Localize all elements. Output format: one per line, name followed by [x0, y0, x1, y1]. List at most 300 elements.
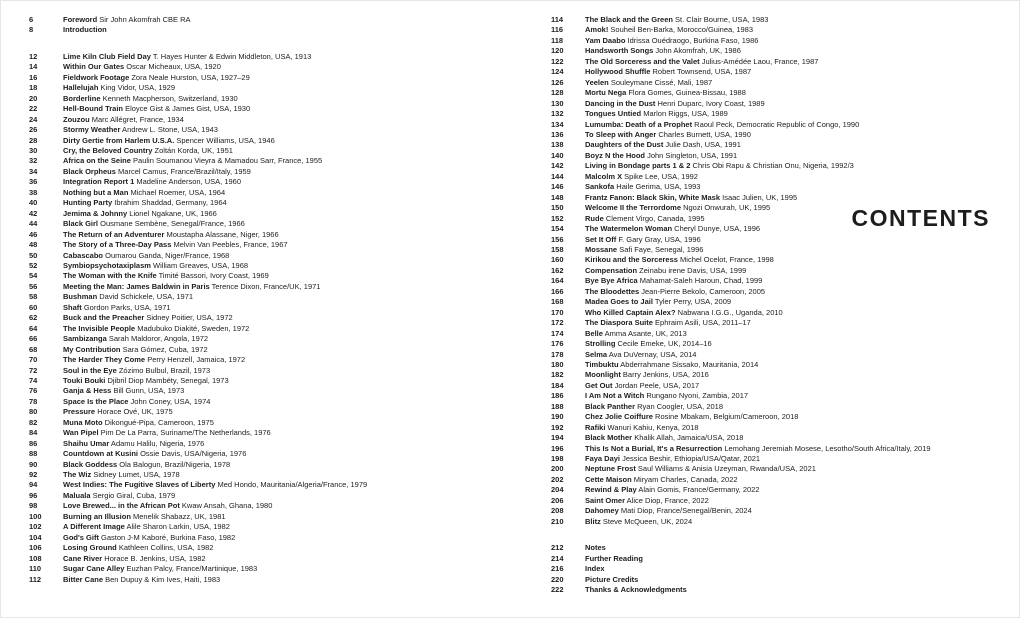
film-title: The Harder They Come	[63, 355, 146, 365]
entry-text	[585, 78, 712, 88]
page-number: 110	[29, 564, 42, 574]
film-credits: Sergio Giral, Cuba, 1979	[90, 490, 176, 500]
film-credits: Alain Gomis, France/Germany, 2022	[636, 485, 760, 495]
entry-text	[585, 585, 687, 595]
page-number: 40	[29, 198, 38, 208]
film-title: Black Mother	[585, 433, 633, 443]
toc-entry	[551, 339, 1017, 349]
entry-text	[63, 428, 271, 438]
page-number: 126	[551, 77, 564, 87]
entry-text	[585, 297, 731, 307]
entry-text	[63, 313, 233, 323]
toc-entry	[551, 454, 1017, 464]
toc-entry	[29, 480, 521, 490]
film-title: Touki Bouki	[63, 375, 106, 385]
page-number: 66	[29, 334, 38, 344]
film-credits: Rosine Mbakam, Belgium/Cameroon, 2018	[652, 412, 799, 422]
page-number: 120	[551, 46, 564, 56]
film-title: Selma	[585, 349, 608, 359]
toc-entry	[29, 386, 521, 396]
toc-entry	[29, 334, 521, 344]
entry-text	[585, 464, 816, 474]
page-number: 82	[29, 417, 38, 427]
toc-group	[29, 52, 521, 585]
page-number: 84	[29, 428, 38, 438]
page-number: 158	[551, 244, 564, 254]
toc-entry	[551, 350, 1017, 360]
toc-entry	[29, 261, 521, 271]
film-title: Nothing but a Man	[63, 187, 129, 197]
film-credits: Ibrahim Shaddad, Germany, 1964	[112, 198, 227, 208]
film-credits: Michel Ocelot, France, 1998	[677, 255, 774, 265]
page-number: 14	[29, 62, 38, 72]
film-title: Sugar Cane Alley	[63, 564, 125, 574]
toc-entry	[551, 585, 1017, 595]
entry-text	[585, 182, 700, 192]
film-credits: Abderrahmane Sissako, Mauritania, 2014	[618, 359, 759, 369]
page-number: 38	[29, 187, 38, 197]
page-number: 114	[551, 15, 564, 24]
film-title: The Story of a Three-Day Pass	[63, 240, 172, 250]
toc-entry	[551, 391, 1017, 401]
toc-group	[551, 15, 1017, 527]
film-title: Muna Moto	[63, 417, 103, 427]
entry-text	[585, 214, 705, 224]
entry-text	[63, 282, 320, 292]
toc-entry	[551, 88, 1017, 98]
entry-text	[63, 230, 279, 240]
entry-text	[63, 543, 213, 553]
film-title: Lime Kiln Club Field Day	[63, 51, 151, 61]
film-title: Losing Ground	[63, 543, 117, 553]
page-number: 138	[551, 140, 564, 150]
film-title: Hunting Party	[63, 198, 113, 208]
entry-text	[63, 62, 221, 72]
page-number: 90	[29, 459, 38, 469]
film-title: Kirikou and the Sorceress	[585, 255, 678, 265]
film-credits: Idrissa Ouédraogo, Burkina Faso, 1986	[625, 35, 759, 45]
toc-entry	[551, 255, 1017, 265]
page-number: 170	[551, 307, 564, 317]
film-credits: Spencer Williams, USA, 1946	[174, 135, 275, 145]
film-credits: Euzhan Palcy, France/Martinique, 1983	[124, 564, 258, 574]
film-credits: Eloyce Gist & James Gist, USA, 1930	[123, 104, 251, 114]
film-title: Daughters of the Dust	[585, 140, 664, 150]
film-credits: Zeinabu irene Davis, USA, 1999	[637, 265, 747, 275]
film-title: Chez Jolie Coiffure	[585, 412, 653, 422]
film-title: Space Is the Place	[63, 396, 129, 406]
page-number: 140	[551, 150, 564, 160]
entry-text	[63, 219, 245, 229]
page-number: 154	[551, 224, 564, 234]
film-title: Handsworth Songs	[585, 46, 654, 56]
page-number: 178	[551, 349, 564, 359]
film-credits: Cecile Emeke, UK, 2014–16	[615, 339, 712, 349]
entry-text	[585, 444, 931, 454]
toc-entry	[29, 512, 521, 522]
page-number: 98	[29, 501, 38, 511]
film-credits: Oumarou Ganda, Niger/France, 1968	[103, 250, 230, 260]
page-number: 184	[551, 380, 564, 390]
toc-entry	[29, 177, 521, 187]
film-credits: Robert Townsend, USA, 1987	[650, 67, 752, 77]
page-number: 100	[29, 511, 42, 521]
page-number: 36	[29, 177, 38, 187]
film-title: A Different Image	[63, 522, 125, 532]
film-credits: David Schickele, USA, 1971	[97, 292, 194, 302]
page-number: 92	[29, 470, 38, 480]
toc-entry	[29, 15, 521, 25]
entry-text	[585, 15, 768, 25]
film-title: Sambizanga	[63, 334, 107, 344]
page-number: 174	[551, 328, 564, 338]
page-number: 32	[29, 156, 38, 166]
entry-text	[585, 161, 854, 171]
toc-column-left	[29, 15, 521, 601]
film-credits: Terence Dixon, France/UK, 1971	[209, 281, 321, 291]
toc-group	[29, 15, 521, 36]
film-title: My Contribution	[63, 344, 121, 354]
film-title: Timbuktu	[585, 359, 619, 369]
entry-text	[63, 554, 206, 564]
toc-entry	[29, 428, 521, 438]
toc-entry	[29, 460, 521, 470]
entry-text	[585, 120, 859, 130]
film-title: Bye Bye Africa	[585, 276, 638, 286]
film-credits: Med Hondo, Mauritania/Algeria/France, 1979	[215, 480, 368, 490]
entry-text	[63, 460, 230, 470]
film-credits: Horace B. Jenkins, USA, 1982	[102, 553, 206, 563]
film-credits: Ava DuVernay, USA, 2014	[607, 349, 697, 359]
page-number: 48	[29, 240, 38, 250]
film-title: I Am Not a Witch	[585, 391, 645, 401]
page-number: 116	[551, 25, 564, 35]
film-credits: Andrew L. Stone, USA, 1943	[120, 125, 218, 135]
entry-text	[63, 418, 214, 428]
film-title: Maluala	[63, 490, 91, 500]
toc-entry	[551, 464, 1017, 474]
film-title: Welcome II the Terrordome	[585, 203, 681, 213]
film-title: Burning an Illusion	[63, 511, 131, 521]
entry-text	[63, 240, 288, 250]
entry-text	[585, 151, 737, 161]
film-credits: Adamu Halilu, Nigeria, 1976	[109, 438, 205, 448]
toc-entry	[551, 412, 1017, 422]
film-title: Mortu Nega	[585, 88, 627, 98]
page-number: 146	[551, 182, 564, 192]
film-credits: Nabwana I.G.G., Uganda, 2010	[675, 307, 783, 317]
toc-entry	[551, 308, 1017, 318]
page-number: 216	[551, 564, 564, 574]
film-title: Madea Goes to Jail	[585, 297, 653, 307]
toc-entry	[551, 78, 1017, 88]
film-title: Africa on the Seine	[63, 156, 131, 166]
film-title: Get Out	[585, 380, 613, 390]
toc-entry	[551, 517, 1017, 527]
film-title: Malcolm X	[585, 171, 623, 181]
film-title: The Invisible People	[63, 323, 136, 333]
toc-entry	[29, 188, 521, 198]
film-credits: Amma Asante, UK, 2013	[602, 328, 687, 338]
page-number: 188	[551, 401, 564, 411]
film-credits: Pim De La Parra, Suriname/The Netherlands, 1976	[98, 428, 271, 438]
film-credits: Horace Ové, UK, 1975	[95, 407, 173, 417]
toc-entry	[551, 46, 1017, 56]
film-credits: Gordon Parks, USA, 1971	[81, 302, 171, 312]
entry-text	[585, 496, 709, 506]
toc-entry	[551, 120, 1017, 130]
toc-entry	[551, 433, 1017, 443]
page-number: 80	[29, 407, 38, 417]
entry-text	[585, 46, 741, 56]
toc-entry	[551, 329, 1017, 339]
toc-entry	[551, 57, 1017, 67]
entry-text	[63, 52, 311, 62]
entry-text	[63, 115, 184, 125]
toc-entry	[29, 167, 521, 177]
page-number: 122	[551, 56, 564, 66]
film-credits: Marcel Camus, France/Brazil/Italy, 1959	[115, 166, 251, 176]
film-credits: Moustapha Alassane, Niger, 1966	[164, 229, 279, 239]
film-title: Boyz N the Hood	[585, 150, 645, 160]
entry-text	[63, 261, 248, 271]
film-credits: Gaston J-M Kaboré, Burkina Faso, 1982	[98, 532, 236, 542]
film-credits: Djibril Diop Mambéty, Senegal, 1973	[105, 375, 229, 385]
page-number: 192	[551, 422, 564, 432]
film-credits: William Greaves, USA, 1968	[150, 260, 249, 270]
toc-entry	[29, 439, 521, 449]
toc-entry	[29, 104, 521, 114]
film-title: Countdown at Kusini	[63, 449, 138, 459]
entry-text	[63, 25, 107, 35]
entry-text	[585, 575, 638, 585]
film-title: Pressure	[63, 407, 96, 417]
film-title: Cane River	[63, 553, 103, 563]
film-title: Living in Bondage parts 1 & 2	[585, 161, 691, 171]
toc-entry	[29, 345, 521, 355]
film-credits: Flora Gomes, Guinea-Bissau, 1988	[626, 88, 746, 98]
toc-entry	[551, 506, 1017, 516]
entry-text	[63, 355, 245, 365]
toc-entry	[551, 182, 1017, 192]
page-number: 42	[29, 208, 38, 218]
toc-entry	[29, 554, 521, 564]
film-title: Ganja & Hess	[63, 386, 112, 396]
toc-entry	[29, 146, 521, 156]
entry-text	[63, 366, 210, 376]
toc-entry	[551, 193, 1017, 203]
entry-text	[63, 449, 246, 459]
film-credits: Henri Duparc, Ivory Coast, 1989	[655, 98, 765, 108]
toc-entry	[551, 318, 1017, 328]
film-credits: Jean-Pierre Bekolo, Cameroon, 2005	[639, 286, 766, 296]
film-credits: Zora Neale Hurston, USA, 1927–29	[129, 72, 250, 82]
toc-entry	[551, 25, 1017, 35]
film-credits: Menelik Shabazz, UK, 1981	[130, 511, 226, 521]
entry-text	[585, 25, 753, 35]
entry-text	[585, 370, 709, 380]
toc-entry	[551, 543, 1017, 553]
toc-entry	[29, 125, 521, 135]
entry-text	[63, 386, 184, 396]
toc-entry	[29, 575, 521, 585]
entry-text	[63, 167, 251, 177]
film-title: Symbiopsychotaxiplasm	[63, 260, 151, 270]
page-number: 20	[29, 93, 38, 103]
toc-entry	[29, 397, 521, 407]
toc-entry	[551, 161, 1017, 171]
page-number: 52	[29, 260, 38, 270]
film-title: Hallelujah	[63, 83, 99, 93]
film-credits: Julius-Amédée Laou, France, 1987	[699, 56, 819, 66]
page-number: 162	[551, 265, 564, 275]
film-credits: Ossie Davis, USA/Nigeria, 1976	[138, 449, 247, 459]
film-title: Jemima & Johnny	[63, 208, 128, 218]
entry-text	[63, 94, 238, 104]
film-title: Black Girl	[63, 219, 99, 229]
film-title: Love Brewed... in the African Pot	[63, 501, 180, 511]
film-title: Rewind & Play	[585, 485, 637, 495]
film-credits: Sidney Lumet, USA, 1978	[91, 470, 180, 480]
toc-entry	[29, 25, 521, 35]
film-title: Neptune Frost	[585, 464, 636, 474]
film-title: To Sleep with Anger	[585, 129, 657, 139]
entry-text	[585, 454, 760, 464]
film-title: Dirty Gertie from Harlem U.S.A.	[63, 135, 175, 145]
entry-text	[63, 292, 193, 302]
film-title: West Indies: The Fugitive Slaves of Liberty	[63, 480, 216, 490]
page-number: 60	[29, 302, 38, 312]
film-title: Borderline	[63, 93, 101, 103]
page-number: 102	[29, 522, 42, 532]
film-title: Saint Omer	[585, 495, 626, 505]
film-credits: Miryam Charles, Canada, 2022	[631, 474, 738, 484]
toc-entry	[551, 381, 1017, 391]
entry-text	[585, 99, 765, 109]
toc-entry	[29, 52, 521, 62]
entry-text	[63, 83, 175, 93]
page-number: 124	[551, 67, 564, 77]
toc-entry	[29, 449, 521, 459]
page-number: 172	[551, 318, 564, 328]
entry-text	[585, 255, 774, 265]
toc-entry	[29, 271, 521, 281]
page-number: 74	[29, 375, 38, 385]
page-number: 16	[29, 72, 38, 82]
page-number: 88	[29, 449, 38, 459]
entry-text	[63, 407, 173, 417]
entry-text	[585, 109, 728, 119]
film-title: Introduction	[63, 25, 107, 35]
film-credits: Zoltán Korda, UK, 1951	[152, 145, 233, 155]
entry-text	[585, 506, 752, 516]
toc-entry	[29, 94, 521, 104]
toc-entry	[551, 423, 1017, 433]
film-credits: Marc Allégret, France, 1934	[89, 114, 184, 124]
entry-text	[585, 36, 758, 46]
film-title: Picture Credits	[585, 574, 639, 584]
film-credits: Raoul Peck, Democratic Republic of Congo, 1990	[692, 119, 860, 129]
film-credits: Spike Lee, USA, 1992	[622, 171, 698, 181]
toc-entry	[551, 496, 1017, 506]
entry-text	[63, 303, 171, 313]
film-credits: Timité Bassori, Ivory Coast, 1969	[156, 271, 269, 281]
film-title: The Diaspora Suite	[585, 318, 653, 328]
page-number: 204	[551, 485, 564, 495]
entry-text	[63, 480, 367, 490]
film-credits: Ben Dupuy & Kim Ives, Haiti, 1983	[103, 574, 221, 584]
film-title: Sankofa	[585, 182, 615, 192]
film-credits: Ephraim Asili, USA, 2011–17	[652, 318, 751, 328]
film-credits: Cheryl Dunye, USA, 1996	[672, 224, 761, 234]
film-credits: Perry Henzell, Jamaica, 1972	[145, 355, 246, 365]
entry-text	[63, 146, 233, 156]
entry-text	[63, 470, 180, 480]
page-number: 72	[29, 365, 38, 375]
film-title: Amok!	[585, 25, 609, 35]
film-credits: Mahamat-Saleh Haroun, Chad, 1999	[637, 276, 763, 286]
page-number: 196	[551, 443, 564, 453]
page-number: 78	[29, 396, 38, 406]
film-credits: Michael Roemer, USA, 1964	[128, 187, 226, 197]
toc-entry	[29, 533, 521, 543]
entry-text	[63, 136, 275, 146]
entry-text	[585, 245, 703, 255]
entry-text	[63, 104, 250, 114]
film-title: Tongues Untied	[585, 109, 642, 119]
entry-text	[585, 140, 741, 150]
film-title: Bitter Cane	[63, 574, 104, 584]
film-credits: Sidney Poitier, USA, 1972	[144, 313, 233, 323]
entry-text	[585, 564, 605, 574]
film-title: Integration Report 1	[63, 177, 135, 187]
toc-entry	[29, 418, 521, 428]
entry-text	[585, 517, 692, 527]
toc-entry	[29, 522, 521, 532]
entry-text	[63, 15, 191, 25]
film-credits: Alice Diop, France, 2022	[625, 495, 709, 505]
page-number: 62	[29, 313, 38, 323]
page-number: 22	[29, 104, 38, 114]
film-title: The Black and the Green	[585, 15, 673, 24]
toc-entry	[551, 36, 1017, 46]
entry-text	[585, 308, 783, 318]
toc-entry	[29, 198, 521, 208]
page-number: 200	[551, 464, 564, 474]
entry-text	[63, 188, 225, 198]
film-title: Yeelen	[585, 77, 609, 87]
page-number: 112	[29, 574, 42, 584]
film-title: Wan Pipel	[63, 428, 99, 438]
entry-text	[585, 130, 751, 140]
film-credits: Paulin Soumanou Vieyra & Mamadou Sarr, France, 1955	[130, 156, 323, 166]
film-credits: Kathleen Collins, USA, 1982	[116, 543, 214, 553]
film-title: Index	[585, 564, 605, 574]
entry-text	[63, 209, 217, 219]
page-number: 182	[551, 370, 564, 380]
entry-text	[63, 125, 218, 135]
film-credits: Haile Gerima, USA, 1993	[614, 182, 701, 192]
film-credits: John Coney, USA, 1974	[128, 396, 211, 406]
page-number: 28	[29, 135, 38, 145]
entry-text	[63, 73, 250, 83]
entry-text	[585, 423, 699, 433]
toc-entry	[551, 360, 1017, 370]
film-title: Meeting the Man: James Baldwin in Paris	[63, 281, 210, 291]
film-title: Black Goddess	[63, 459, 118, 469]
film-credits: Jessica Beshir, Ethiopia/USA/Qatar, 2021	[620, 454, 761, 464]
page-number: 180	[551, 359, 564, 369]
